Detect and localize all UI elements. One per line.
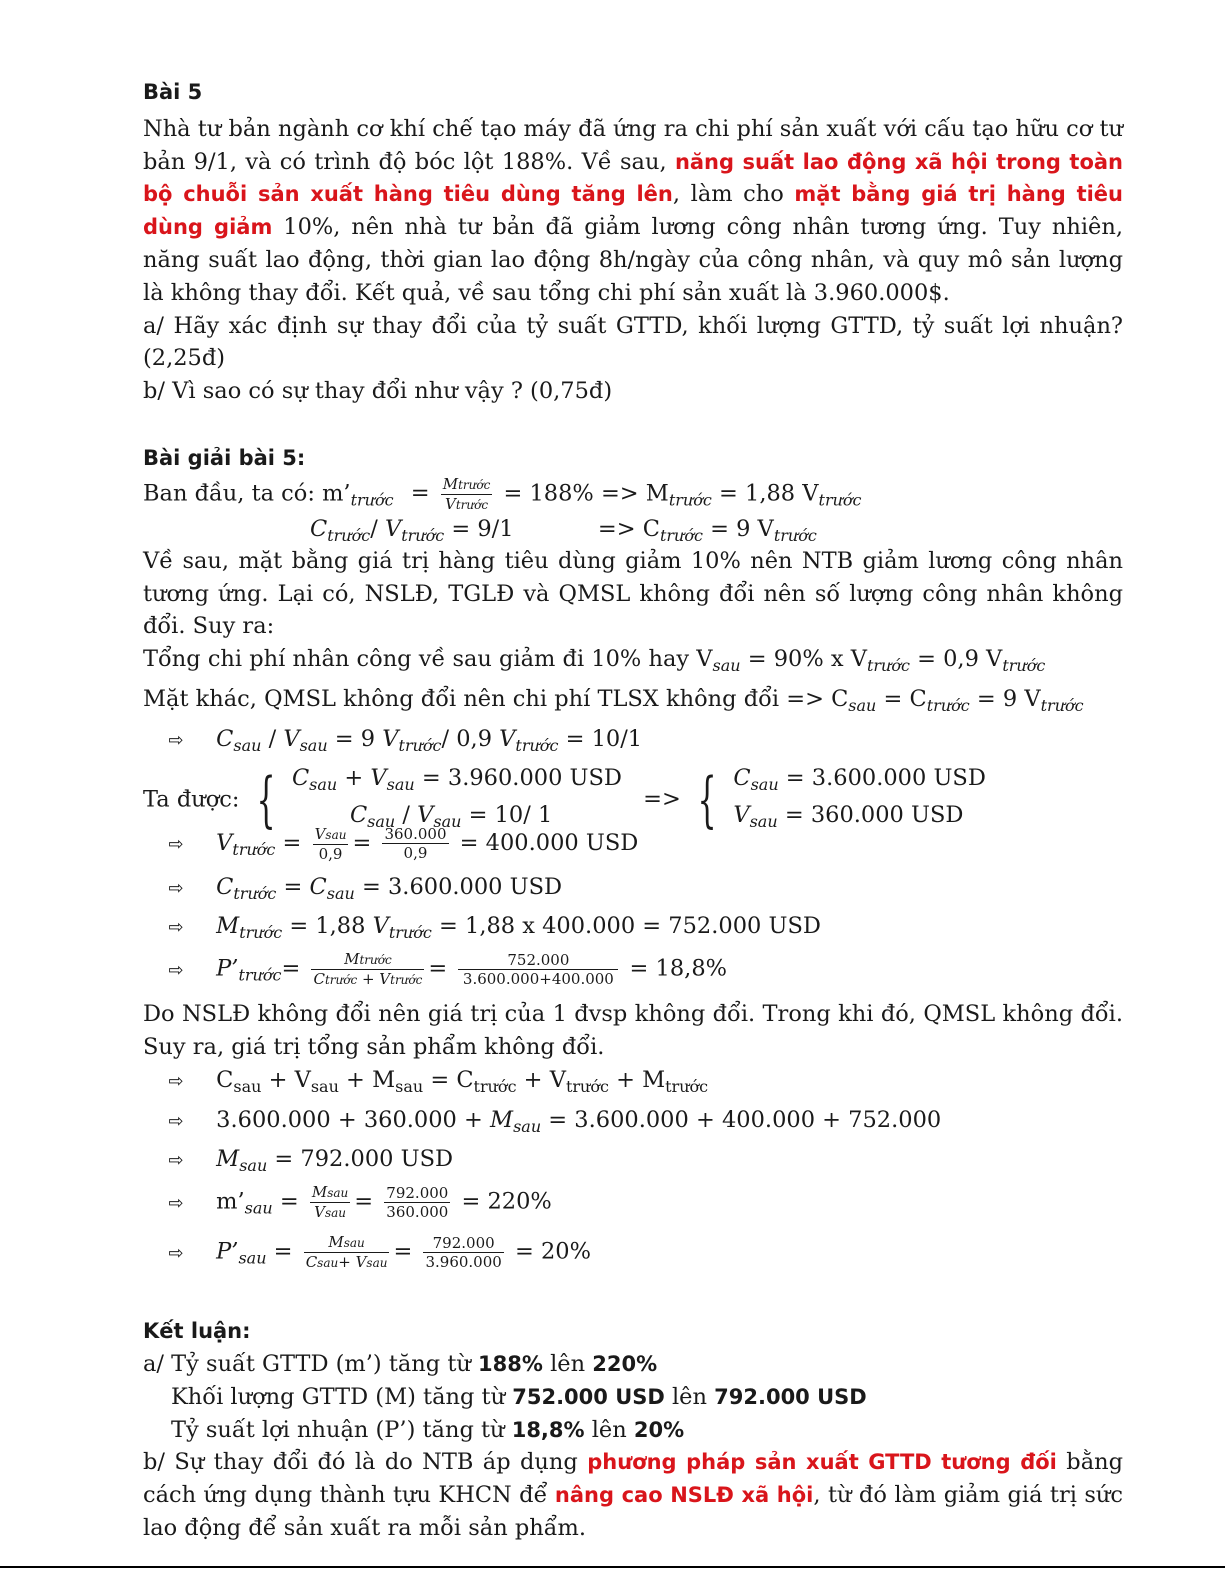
implies-arrow-icon: ⇨ (168, 1242, 184, 1264)
value-792000: 792.000 USD (714, 1384, 867, 1409)
paragraph-later: Về sau, mặt bằng giá trị hàng tiêu dùng giảm 10% nên NTB giảm lương công nhân tương ứng. Lại có, NSLĐ, TGLĐ và QMSL không đổi nên số lượng công nhân không đổi. Suy ra: (143, 547, 1123, 640)
value-752000: 752.000 USD (512, 1384, 665, 1409)
step-substitute: ⇨ $3.600.000 + 360.000 + M_{sau} = 3.600.000 + 400.000 + 752.000$ (143, 1104, 1123, 1144)
question-b: b/ Vì sao có sự thay đổi như vậy ? (0,75đ) (143, 378, 613, 405)
fraction-msau-vsau: $\frac{\text{Msau}}{\text{Vsau}}$ (311, 1183, 349, 1222)
ratio-arrow: => C (597, 515, 660, 542)
step-ratio-sau: ⇨ $C_{sau} / V_{sau} = 9$ $V_{trước}/$ 0,9 $V_{trước} = 10/1$ (143, 723, 1123, 763)
implies-arrow-icon: ⇨ (168, 959, 184, 981)
step-prate-sau: ⇨ $P’_{sau}$ = $\frac{\text{Msau}}{\text{Csau+ Vsau}}$ = $\frac{792.000}{3.960.000}$ = 20% (143, 1233, 1123, 1285)
implies-arrow-icon: ⇨ (168, 1070, 184, 1092)
fraction-vsau-09: $\frac{\text{Vsau}}{0,9}$ (314, 824, 347, 863)
paragraph-value-constant: Do NSLĐ không đổi nên giá trị của 1 đvsp không đổi. Trong khi đó, QMSL không đổi. Suy ra, giá trị tổng sản phẩm không đổi. (143, 1001, 1123, 1060)
substitute-left: 3.600.000 + 360.000 + (216, 1106, 483, 1133)
highlight-method: phương pháp sản xuất GTTD tương đối (587, 1450, 1057, 1475)
substitute-right: = 3.600.000 + 400.000 + 752.000 (548, 1106, 942, 1133)
conclusion-heading: Kết luận: (143, 1319, 251, 1344)
tlsx-text: Mặt khác, QMSL không đổi nên chi phí TLSX không đổi => C (143, 685, 849, 712)
implies-arrow-icon: ⇨ (168, 729, 184, 751)
step-total-value: ⇨ $C_{sau} + V_{sau} + M_{sau} = C_{trước} + V_{trước} + M_{trước}$ (143, 1064, 1123, 1104)
sub-truoc: trước (350, 490, 394, 510)
conclusion-b-text-2: bằng cách ứng dụng thành tựu KHCN để (143, 1449, 1124, 1509)
value-20: 20% (633, 1417, 685, 1442)
page-bottom-rule (0, 1566, 1225, 1568)
highlight-value-drop: mặt bằng giá trị hàng tiêu dùng giảm (143, 182, 1123, 240)
p-truoc-result: = 18,8% (629, 955, 728, 982)
nine-v: = 9 V (976, 685, 1041, 712)
step-mrate-sau: ⇨ $m’_{sau}$ = $\frac{\text{Msau}}{\text{Vsau}}$ = $\frac{792.000}{360.000}$ = 220% (143, 1183, 1123, 1233)
system-right: $C_{sau} = 3.600.000$ USD $V_{sau} = 360.000$ USD (733, 764, 986, 831)
implies-arrow-icon: ⇨ (168, 917, 184, 939)
fraction-792-3960: $\frac{792.000}{3.960.000}$ (425, 1234, 502, 1272)
conclusion-a2-text: Khối lượng GTTD (M) tăng từ (171, 1383, 506, 1410)
c-truoc-result: = 3.600.000 USD (361, 873, 563, 900)
implies-arrow-icon: ⇨ (168, 877, 184, 899)
step-v-truoc: ⇨ $V_{trước}$ = $\frac{\text{Vsau}}{0,9}$ = $\frac{360.000}{0,9}$ = 400.000 USD (143, 825, 1123, 871)
step-c-truoc: ⇨ $C_{trước} = C_{sau} = 3.600.000$ USD (143, 871, 1123, 911)
sys-total: = 3.960.000 USD (421, 764, 622, 791)
question-a-points: (2,25đ) (143, 345, 226, 372)
highlight-productivity: năng suất lao động xã hội trong toàn bộ chuỗi sản xuất hàng tiêu dùng tăng lên (143, 149, 1123, 207)
problem-paragraph (143, 113, 1123, 310)
highlight-raise-productivity: nâng cao NSLĐ xã hội (554, 1483, 814, 1508)
implies-arrow-icon: ⇨ (168, 1110, 184, 1132)
left-brace-icon: { (256, 764, 276, 835)
problem-title: Bài 5 (143, 80, 203, 104)
solution-heading: Bài giải bài 5: (143, 445, 306, 470)
c-equals-9v: = 9 V (710, 515, 774, 542)
ninety-percent: = 90% x V (747, 646, 867, 673)
problem-text-2: , làm cho (672, 181, 784, 208)
sys-v-result: = 360.000 USD (784, 801, 964, 828)
intro-text: Ban đầu, ta có: m’ (143, 480, 351, 507)
zero-nine-v: = 0,9 V (917, 646, 1003, 673)
implies-arrow-icon: ⇨ (168, 833, 184, 855)
equation-system: Ta được: { $C_{sau} + V_{sau} = 3.960.000$ USD $C_{sau} / V_{sau} = 10/$ 1 => { $C_{sau} = 3.600.000$ USD $V_{sau} = 360.000$ USD (143, 764, 986, 835)
question-a: a/ Hãy xác định sự thay đổi của tỷ suất GTTD, khối lượng GTTD, tỷ suất lợi nhuận? (143, 312, 1123, 339)
conclusion-a3-text: Tỷ suất lợi nhuận (P’) tăng từ (171, 1416, 505, 1443)
ta-duoc-label: Ta được: (143, 786, 240, 813)
formula-v-sau: Tổng chi phí nhân công về sau giảm đi 10% hay $V_{sau} = 90\%$ x $V_{trước} = 0,9$ $V_{trước}$ (143, 646, 1046, 676)
step-p-truoc: ⇨ $P’_{trước}=$ $\frac{\text{Mtrước}}{\text{Ctrước + Vtrước}}$ = $\frac{752.000}{3.600.000+400.000}$ = 18,8% (143, 950, 1123, 998)
fraction-792-360: $\frac{792.000}{360.000}$ (386, 1184, 449, 1222)
sys-ratio: = 10/ 1 (468, 801, 553, 828)
problem-text-1: Nhà tư bản ngành cơ khí chế tạo máy đã ứng ra chi phí sản xuất với cấu tạo hữu cơ tư bản 9/1, và có trình độ bóc lột 188%. Về sau, (143, 115, 1123, 175)
eq-188-v: = 1,88 V (719, 480, 819, 507)
formula-initial-m: Ban đầu, ta có: $m’_{trước}$ = $\frac{\text{Mtrước}}{\text{Vtrước}}$ = $188\% => M_{trước} = 1,88$ $V_{trước}$ (143, 474, 862, 513)
system-left: $C_{sau} + V_{sau} = 3.960.000$ USD $C_{sau} / V_{sau} = 10/$ 1 (291, 764, 622, 831)
fraction-m-over-v: $\frac{\text{Mtrước}}{\text{Vtrước}}$ (442, 474, 491, 513)
formula-c-sau: Mặt khác, QMSL không đổi nên chi phí TLSX không đổi => $C_{sau} = C_{trước} = 9$ $V_{trước}$ (143, 685, 1084, 715)
document-page (143, 72, 1123, 1545)
conclusion-b (143, 1446, 1123, 1544)
step-m-truoc: ⇨ $M_{trước} = 1,88$ $V_{trước} = 1,88$ x 400.000 = 752.000 USD (143, 910, 1123, 950)
conclusion-a1: a/ Tỷ suất GTTD (m’) tăng từ 188% lên 220% (143, 1350, 658, 1377)
ratio-10-1: = 10/1 (565, 725, 643, 752)
v-truoc-result: = 400.000 USD (459, 829, 639, 856)
left-brace-icon: { (697, 764, 717, 835)
fraction-msau-cvsau: $\frac{\text{Msau}}{\text{Csau+ Vsau}}$ (305, 1233, 388, 1272)
conclusion-b-text-3: , từ đó làm giảm giá trị sức lao động để sản xuất ra mỗi sản phẩm. (143, 1482, 1123, 1541)
conclusion-b-text: b/ Sự thay đổi đó là do NTB áp dụng (143, 1449, 578, 1476)
conclusion-a3: Tỷ suất lợi nhuận (P’) tăng từ 18,8% lên 20% (171, 1416, 685, 1443)
implies-arrow-icon: ⇨ (168, 1150, 184, 1172)
conclusion-a1-text: a/ Tỷ suất GTTD (m’) tăng từ (143, 1350, 471, 1377)
value-188: 188% (478, 1351, 543, 1376)
sys-c-result: = 3.600.000 USD (785, 764, 986, 791)
m-truoc-result: = 1,88 x 400.000 = 752.000 USD (439, 913, 821, 940)
prate-sau-result: = 20% (514, 1238, 591, 1265)
value-220: 220% (592, 1351, 658, 1376)
step-m-sau: ⇨ $M_{sau} = 792.000$ USD (143, 1143, 1123, 1183)
fraction-m-over-cv: $\frac{\text{Mtrước}}{\text{Ctrước + Vtrước}}$ (313, 950, 423, 989)
eq-188: = 188% => M (503, 480, 669, 507)
implies-arrow-icon: ⇨ (168, 1192, 184, 1214)
m-sau-result: = 792.000 USD (274, 1146, 454, 1173)
fraction-360-09: $\frac{360.000}{0,9}$ (384, 825, 447, 863)
ratio-9-1: = 9/1 (451, 515, 514, 542)
fraction-752-4000: $\frac{752.000}{3.600.000+400.000}$ (458, 951, 618, 988)
c-equal: = C (883, 685, 927, 712)
problem-text-3: 10%, nên nhà tư bản đã giảm lương công nhân tương ứng. Tuy nhiên, năng suất lao động, thời gian lao động 8h/ngày của công nhân, và quy mô sản lượng là không thay đổi. Kết quả, về sau tổng chi phí sản xuất là 3.960.000$. (143, 214, 1123, 306)
mrate-sau-result: = 220% (461, 1188, 552, 1215)
labor-cost-text: Tổng chi phí nhân công về sau giảm đi 10% hay V (143, 646, 713, 673)
value-18-8: 18,8% (511, 1417, 585, 1442)
formula-ratio-cv: $C_{trước}/$ $V_{trước} = 9/1 => C_{trước} = 9$ $V_{trước}$ (310, 515, 817, 545)
conclusion-a2: Khối lượng GTTD (M) tăng từ 752.000 USD lên 792.000 USD (171, 1383, 867, 1410)
